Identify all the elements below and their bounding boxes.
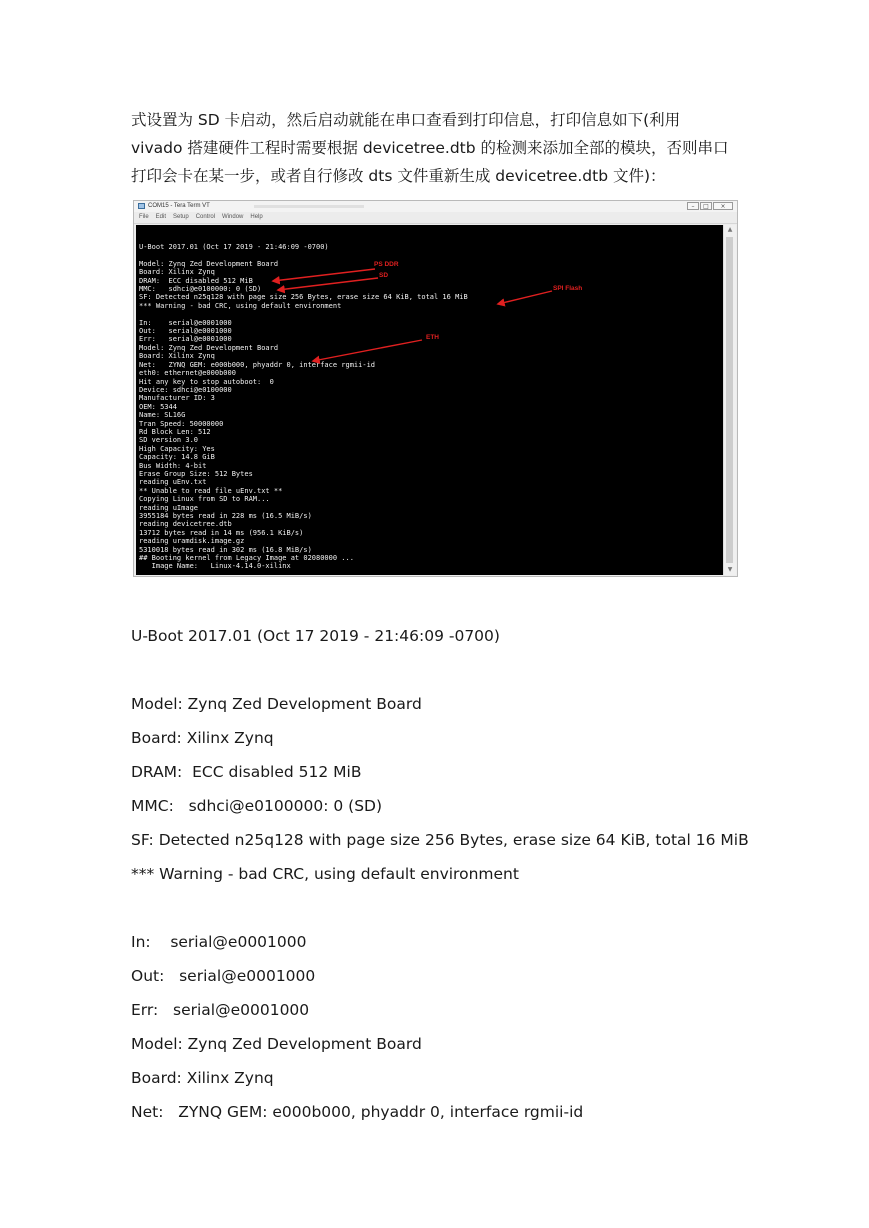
- log-line: *** Warning - bad CRC, using default environment: [131, 865, 519, 883]
- menu-window[interactable]: Window: [222, 214, 244, 220]
- intro-line: 式设置为 SD 卡启动，然后启动就能在串口查看到打印信息，打印信息如下(利用: [131, 111, 681, 129]
- window-controls: [687, 202, 733, 210]
- terminal-menu-bar: [134, 212, 737, 224]
- log-line: DRAM: ECC disabled 512 MiB: [131, 763, 362, 781]
- scroll-up-icon[interactable]: ▲: [727, 226, 733, 233]
- menu-edit[interactable]: Edit: [155, 214, 167, 220]
- terminal-app-icon: [138, 203, 145, 209]
- intro-line: vivado 搭建硬件工程时需要根据 devicetree.dtb 的检测来添加全部的模块，否则串口: [131, 139, 729, 157]
- log-line: Out: serial@e0001000: [131, 967, 316, 985]
- terminal-title-bar: [134, 201, 737, 212]
- annotation-label-spi-flash: SPI Flash: [553, 285, 583, 292]
- scrollbar-thumb[interactable]: [726, 237, 733, 563]
- annotation-label-sd: SD: [379, 272, 389, 279]
- terminal-scrollbar[interactable]: [723, 225, 736, 575]
- minimize-icon[interactable]: –: [687, 202, 699, 210]
- annotation-label-ps-ddr: PS DDR: [374, 261, 399, 268]
- log-line: MMC: sdhci@e0100000: 0 (SD): [131, 797, 383, 815]
- menu-control[interactable]: Control: [195, 214, 216, 220]
- terminal-screen[interactable]: [136, 225, 725, 575]
- menu-file[interactable]: File: [139, 214, 149, 220]
- log-line: In: serial@e0001000: [131, 933, 307, 951]
- log-line: Net: ZYNQ GEM: e000b000, phyaddr 0, interface rgmii-id: [131, 1103, 584, 1121]
- log-line: Board: Xilinx Zynq: [131, 1069, 274, 1087]
- menu-setup[interactable]: Setup: [173, 214, 189, 220]
- log-line: U-Boot 2017.01 (Oct 17 2019 - 21:46:09 -0700): [131, 627, 500, 645]
- log-line: Board: Xilinx Zynq: [131, 729, 274, 747]
- boot-log-text: [131, 625, 811, 1135]
- log-line: SF: Detected n25q128 with page size 256 Bytes, erase size 64 KiB, total 16 MiB: [131, 831, 749, 849]
- blank-line: [131, 897, 811, 931]
- terminal-screenshot: [133, 200, 738, 577]
- maximize-icon[interactable]: □: [700, 202, 712, 210]
- intro-line: 打印会卡在某一步，或者自行修改 dts 文件重新生成 devicetree.dtb 文件)：: [131, 167, 666, 185]
- title-bar-blurred-text: [254, 205, 364, 208]
- close-icon[interactable]: ×: [713, 202, 733, 210]
- log-line: Err: serial@e0001000: [131, 1001, 310, 1019]
- log-line: Model: Zynq Zed Development Board: [131, 1035, 422, 1053]
- terminal-output: U-Boot 2017.01 (Oct 17 2019 - 21:46:09 -0700) Model: Zynq Zed Development Board Board: Xilinx Zynq DRAM: ECC disabled 512 MiB MMC: sdhci@e0100000: 0 (SD) SF: Detected n25q128 with page size 256 Bytes, erase size 64 KiB, total 16 MiB *** Warning - bad CRC, using default environment In: serial@e0001000 Out: serial@e0001000 Err: serial@e0001000 Model: Zynq Zed Development Board Board: Xilinx Zynq Net: ZYNQ GEM: e000b000, phyaddr 0, interface rgmii-id eth0: ethernet@e000b000 Hit any key to stop autoboot: 0 Device: sdhci@e0100000 Manufacturer ID: 3 OEM: 5344 Name: SL16G Tran Speed: 50000000 Rd Block Len: 512 SD version 3.0 High Capacity: Yes Capacity: 14.8 GiB Bus Width: 4-bit Erase Group Size: 512 Bytes reading uEnv.txt ** Unable to read file uEnv.txt ** Copying Linux from SD to RAM... reading uImage 3955184 bytes read in 228 ms (16.5 MiB/s) reading devicetree.dtb 13712 bytes read in 14 ms (956.1 KiB/s) reading uramdisk.image.gz 5310018 bytes read in 302 ms (16.8 MiB/s) ## Booting kernel from Legacy Image at 02080000 ... Image Name: Linux-4.14.0-xilinx: [139, 243, 468, 571]
- menu-help[interactable]: Help: [250, 214, 263, 220]
- terminal-window-title: COM15 - Tera Term VT: [148, 203, 210, 209]
- log-line: Model: Zynq Zed Development Board: [131, 695, 422, 713]
- blank-line: [131, 659, 811, 693]
- intro-paragraph: [131, 106, 751, 190]
- annotation-label-eth: ETH: [426, 334, 439, 341]
- scroll-down-icon[interactable]: ▼: [727, 566, 733, 573]
